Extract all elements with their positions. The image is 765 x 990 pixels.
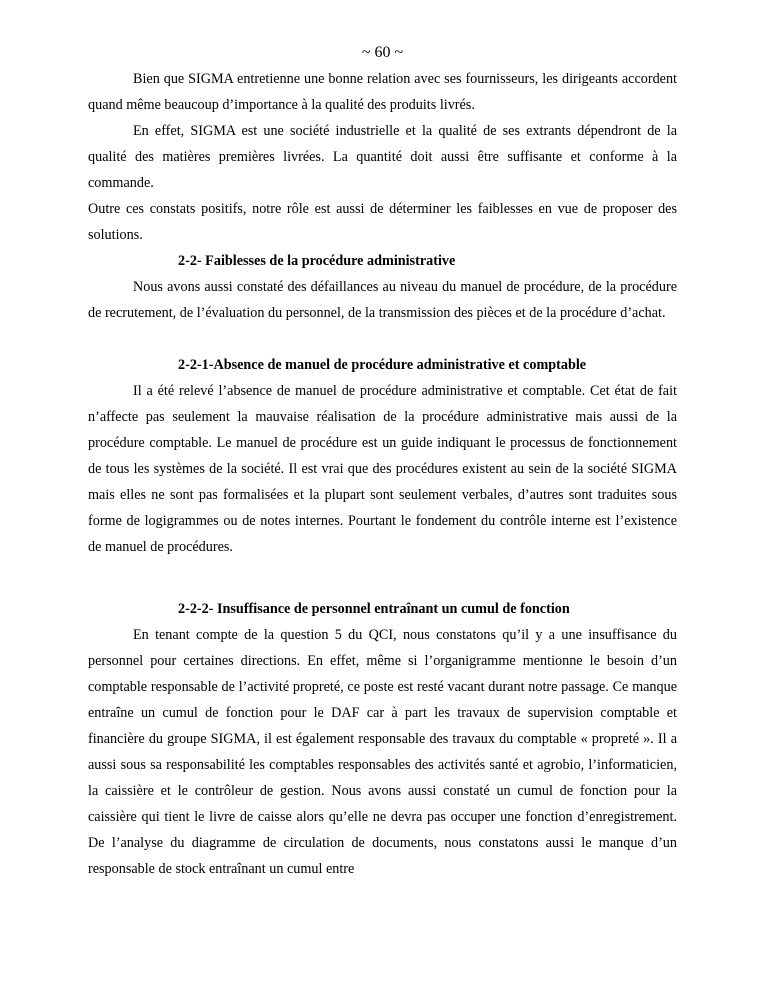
document-body [88,66,677,882]
paragraph-manual: Il a été relevé l’absence de manuel de procédure administrative et comptable. Cet état de fait n’affecte pas seulement la mauvaise réalisation de la procédure administrative mais aussi de la procédure comptable. Le manuel de procédure est un guide indiquant le processus de fonctionnement de tous les systèmes de la société. Il est vrai que des procédures existent au sein de la société SIGMA mais elles ne sont pas formalisées et la plupart sont seulement verbales, d’autres sont traduites sous forme de logigrammes ou de notes internes. Pourtant le fondement du contrôle interne est l’existence de manuel de procédures. [88,383,677,555]
paragraph-positive-findings: Outre ces constats positifs, notre rôle est aussi de déterminer les faiblesses en vue de proposer des solutions. [88,201,677,243]
section-heading-staffing: 2-2-2- Insuffisance de personnel entraînant un cumul de fonction [178,601,570,617]
section-heading-weaknesses: 2-2- Faiblesses de la procédure administrative [178,253,456,269]
paragraph-quality: En effet, SIGMA est une société industrielle et la qualité de ses extrants dépendront de la qualité des matières premières livrées. La quantité doit aussi être suffisante et conforme à la commande. [88,123,677,191]
paragraph-weaknesses: Nous avons aussi constaté des défaillances au niveau du manuel de procédure, de la procédure de recrutement, de l’évaluation du personnel, de la transmission des pièces et de la procédure d’achat. [88,279,677,321]
paragraph-supplier-relation: Bien que SIGMA entretienne une bonne relation avec ses fournisseurs, les dirigeants accordent quand même beaucoup d’importance à la qualité des produits livrés. [88,71,677,113]
section-heading-manual: 2-2-1-Absence de manuel de procédure administrative et comptable [178,357,587,373]
paragraph-staffing: En tenant compte de la question 5 du QCI, nous constatons qu’il y a une insuffisance du personnel pour certaines directions. En effet, même si l’organigramme mentionne le besoin d’un comptable responsable de l’activité propreté, ce poste est resté vacant durant notre passage. Ce manque entraîne un cumul de fonction pour le DAF car à part les travaux de supervision comptable et financière du groupe SIGMA, il est également responsable des travaux du comptable « propreté ». Il a aussi sous sa responsabilité les comptables responsables des activités santé et agrobio, l’informaticien, la caissière et le contrôleur de gestion. Nous avons aussi constaté un cumul de fonction pour la caissière qui tient le livre de caisse alors qu’elle ne devra pas occuper une fonction d’enregistrement. De l’analyse du diagramme de circulation de documents, nous constatons aussi le manque d’un responsable de stock entraînant un cumul entre [88,627,677,877]
page-number: ~ 60 ~ [361,44,404,61]
